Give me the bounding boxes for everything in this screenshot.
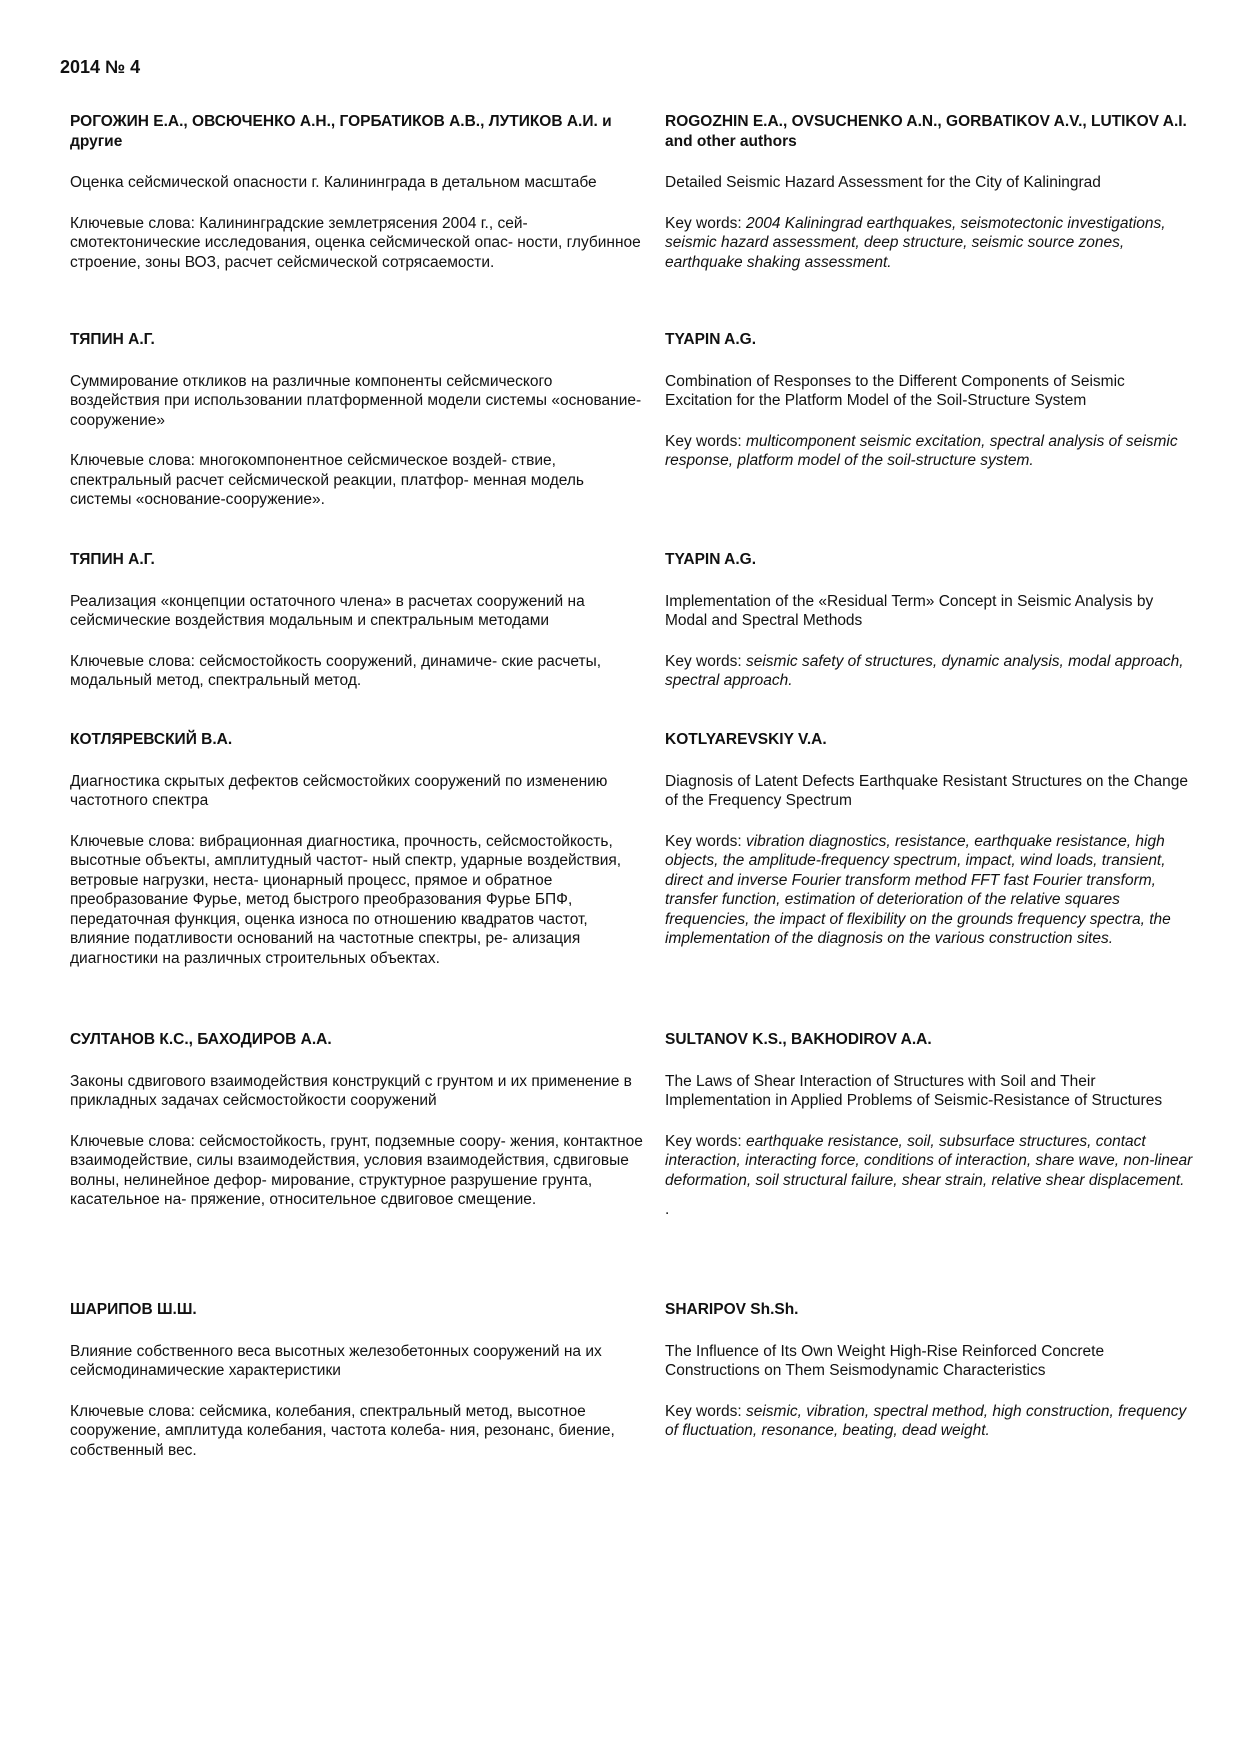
- keywords-en: [665, 832, 1195, 949]
- keywords-en: [665, 432, 1195, 471]
- russian-column: [70, 730, 645, 968]
- authors-en: SHARIPOV Sh.Sh.: [665, 1301, 799, 1318]
- title-en: The Laws of Shear Interaction of Structures with Soil and Their Implementation in Applied Problems of Seismic-Resistance of Structures: [665, 1072, 1163, 1109]
- issue-number: 2014 № 4: [60, 57, 141, 77]
- keywords-ru: Ключевые слова: Калининградские землетрясения 2004 г., сей- смотектонические исследования, оценка сейсмической опас- ности, глубинное строение, зоны ВОЗ, расчет сейсмической сотрясаемости.: [70, 214, 641, 271]
- keywords-label: Key words:: [665, 832, 742, 850]
- keywords-label: Key words:: [665, 1132, 742, 1150]
- authors-ru: КОТЛЯРЕВСКИЙ В.А.: [70, 731, 233, 748]
- keywords-en: [665, 1402, 1195, 1441]
- keywords-en: [665, 214, 1195, 273]
- english-column: [665, 550, 1195, 691]
- keywords-en: [665, 652, 1195, 691]
- russian-column: [70, 550, 645, 691]
- english-column: [665, 1030, 1195, 1220]
- title-ru: Реализация «концепции остаточного члена» в расчетах сооружений на сейсмические воздействия модальным и спектральным методами: [70, 592, 585, 629]
- english-column: [665, 112, 1195, 272]
- title-en: Implementation of the «Residual Term» Concept in Seismic Analysis by Modal and Spectral Methods: [665, 592, 1154, 629]
- trailing-period: .: [665, 1201, 670, 1218]
- authors-ru: ТЯПИН А.Г.: [70, 331, 155, 348]
- keywords-label: Key words:: [665, 1402, 742, 1420]
- title-en: The Influence of Its Own Weight High-Rise Reinforced Concrete Constructions on Them Seismodynamic Characteristics: [665, 1342, 1105, 1379]
- keywords-value: seismic safety of structures, dynamic analysis, modal approach, spectral approach.: [665, 652, 1184, 689]
- title-ru: Диагностика скрытых дефектов сейсмостойких сооружений по изменению частотного спектра: [70, 772, 608, 809]
- title-en: Detailed Seismic Hazard Assessment for the City of Kaliningrad: [665, 174, 1101, 191]
- authors-ru: СУЛТАНОВ К.С., БАХОДИРОВ А.А.: [70, 1031, 332, 1048]
- title-ru: Оценка сейсмической опасности г. Калининграда в детальном масштабе: [70, 174, 597, 191]
- authors-en: TYAPIN A.G.: [665, 331, 757, 348]
- keywords-value: 2004 Kaliningrad earthquakes, seismotectonic investigations, seismic hazard assessment, deep structure, seismic source zones, earthquake shaking assessment.: [665, 214, 1166, 271]
- keywords-ru: Ключевые слова: сейсмостойкость, грунт, подземные соору- жения, контактное взаимодействие, силы взаимодействия, условия взаимодействия, сдвиговые волны, нелинейное дефор- мирование, структурное разрушение грунта, касательное на- пряжение, относительное сдвиговое смещение.: [70, 1132, 643, 1208]
- english-column: [665, 330, 1195, 471]
- title-ru: Законы сдвигового взаимодействия конструкций с грунтом и их применение в прикладных задачах сейсмостойкости сооружений: [70, 1072, 632, 1109]
- russian-column: [70, 112, 645, 272]
- authors-en: SULTANOV K.S., BAKHODIROV A.A.: [665, 1031, 932, 1048]
- keywords-value: seismic, vibration, spectral method, high construction, frequency of fluctuation, resonance, beating, dead weight.: [665, 1402, 1187, 1439]
- keywords-ru: Ключевые слова: сейсмостойкость сооружений, динамиче- ские расчеты, модальный метод, спектральный метод.: [70, 652, 602, 689]
- russian-column: [70, 330, 645, 510]
- authors-ru: ШАРИПОВ Ш.Ш.: [70, 1301, 197, 1318]
- authors-en: TYAPIN A.G.: [665, 551, 757, 568]
- keywords-ru: Ключевые слова: многокомпонентное сейсмическое воздей- ствие, спектральный расчет сейсмической реакции, платфор- менная модель системы «основание-сооружение».: [70, 452, 584, 508]
- russian-column: [70, 1030, 645, 1210]
- title-en: Diagnosis of Latent Defects Earthquake Resistant Structures on the Change of the Frequency Spectrum: [665, 772, 1188, 809]
- keywords-value: earthquake resistance, soil, subsurface structures, contact interaction, interacting force, conditions of interaction, share wave, non-linear deformation, soil structural failure, shear strain, relative shear displacement.: [665, 1132, 1193, 1189]
- english-column: [665, 1300, 1195, 1441]
- russian-column: [70, 1300, 645, 1460]
- authors-en: ROGOZHIN E.A., OVSUCHENKO A.N., GORBATIKOV A.V., LUTIKOV A.I. and other authors: [665, 113, 1187, 150]
- keywords-label: Key words:: [665, 432, 742, 450]
- keywords-ru: Ключевые слова: вибрационная диагностика, прочность, сейсмостойкость, высотные объекты, амплитудный частот- ный спектр, ударные воздействия, ветровые нагрузки, неста- ционарный процесс, прямое и обратное преобразование Фурье, метод быстрого преобразования Фурье БПФ, передаточная функция, оценка износа по отношению квадратов частот, влияние податливости оснований на частотные спектры, ре- ализация диагностики на различных строительных объектах.: [70, 832, 622, 967]
- title-ru: Влияние собственного веса высотных железобетонных сооружений на их сейсмодинамические характеристики: [70, 1342, 602, 1379]
- english-column: [665, 730, 1195, 949]
- keywords-value: vibration diagnostics, resistance, earthquake resistance, high objects, the amplitude-frequency spectrum, impact, wind loads, transient, direct and inverse Fourier transform method FFT fast Fourier transform, transfer function, estimation of deterioration of the relative squares frequencies, the impact of flexibility on the grounds frequency spectra, the implementation of the diagnosis on the various construction sites.: [665, 832, 1171, 947]
- keywords-label: Key words:: [665, 214, 742, 232]
- title-en: Combination of Responses to the Different Components of Seismic Excitation for the Platform Model of the Soil-Structure System: [665, 372, 1125, 409]
- authors-ru: РОГОЖИН Е.А., ОВСЮЧЕНКО А.Н., ГОРБАТИКОВ А.В., ЛУТИКОВ А.И. и другие: [70, 113, 612, 150]
- authors-en: KOTLYAREVSKIY V.A.: [665, 731, 827, 748]
- title-ru: Суммирование откликов на различные компоненты сейсмического воздействия при использовании платформенной модели системы «основание-сооружение»: [70, 372, 642, 429]
- keywords-en: [665, 1132, 1195, 1191]
- authors-ru: ТЯПИН А.Г.: [70, 551, 155, 568]
- keywords-value: multicomponent seismic excitation, spectral analysis of seismic response, platform model of the soil-structure system.: [665, 432, 1178, 469]
- keywords-ru: Ключевые слова: сейсмика, колебания, спектральный метод, высотное сооружение, амплитуда колебания, частота колеба- ния, резонанс, биение, собственный вес.: [70, 1402, 615, 1459]
- keywords-label: Key words:: [665, 652, 742, 670]
